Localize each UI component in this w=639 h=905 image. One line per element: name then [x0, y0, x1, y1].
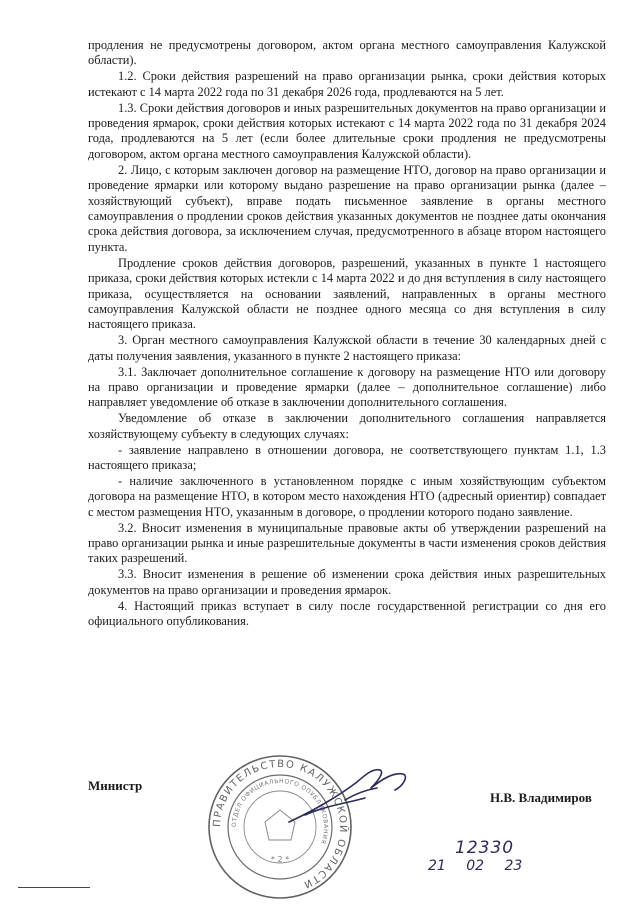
signatory-name: Н.В. Владимиров — [490, 790, 592, 805]
paragraph: 1.2. Сроки действия разрешений на право организации рынка, сроки действия которых истекают с 14 марта 2022 года по 31 декабря 2026 года, продлеваются на 5 лет. — [88, 69, 606, 99]
svg-text:* 2 *: * 2 * — [270, 855, 290, 864]
paragraph: Уведомление об отказе в заключении дополнительного соглашения направляется хозяйствующему субъекту в следующих случаях: — [88, 411, 606, 441]
signatory-title: Министр — [88, 778, 143, 793]
handwritten-signature — [285, 760, 415, 830]
registration-date: 21 02 23 — [428, 858, 523, 874]
paragraph: 3.2. Вносит изменения в муниципальные правовые акты об утверждении разрешений на право организации рынка и иные разрешительные документы в части изменения сроков действия таких разрешений. — [88, 520, 606, 566]
document-body — [88, 38, 606, 630]
paragraph: 3.1. Заключает дополнительное соглашение к договору на размещение НТО или договору на право организации и проведение ярмарки (далее – дополнительное соглашение) либо направляет уведомление об отказе в заключении дополнительного соглашения. — [88, 364, 606, 410]
paragraph: 1.3. Сроки действия договоров и иных разрешительных документов на право организации и проведения ярмарок, сроки действия которых истекают с 14 марта 2022 года по 31 декабря 2024 года, продлеваются на 5 лет (если более длительные сроки продления не предусмотрены договором, актом органа местного самоуправления Калужской области). — [88, 100, 606, 161]
paragraph: 3.3. Вносит изменения в решение об изменении срока действия иных разрешительных документов на право организации и проведения ярмарок. — [88, 567, 606, 597]
paragraph: 3. Орган местного самоуправления Калужской области в течение 30 календарных дней с даты получения заявления, указанного в пункте 2 настоящего приказа: — [88, 333, 606, 363]
svg-text:ОТДЕЛ ОФИЦИАЛЬНОГО ОПУБЛИКОВАН: ОТДЕЛ ОФИЦИАЛЬНОГО ОПУБЛИКОВАНИЯ — [230, 777, 330, 846]
paragraph: 2. Лицо, с которым заключен договор на размещение НТО, договор на право организации и проведение ярмарки или которому выдано разрешение на право организации рынка (далее – хозяйствующий субъект), вправе подать письменное заявление в органы местного самоуправления о продлении сроков действия указанных документов не позднее даты окончания срока действия договора, за исключением случая, предусмотренного в абзаце втором настоящего пункта. — [88, 162, 606, 254]
paragraph: 4. Настоящий приказ вступает в силу после государственной регистрации со дня его официального опубликования. — [88, 598, 606, 629]
paragraph: - наличие заключенного в установленном порядке с иным хозяйствующим субъектом договора на размещение НТО, в котором место нахождения НТО (адресный ориентир) совпадает с местом размещения НТО, указанным в договоре, о продлении которого подано заявление. — [88, 473, 606, 519]
bottom-divider — [18, 887, 90, 888]
paragraph: - заявление направлено в отношении договора, не соответствующего пунктам 1.1, 1.3 настоящего приказа; — [88, 442, 606, 472]
svg-text:ПРАВИТЕЛЬСТВО КАЛУЖСКОЙ ОБЛАСТ: ПРАВИТЕЛЬСТВО КАЛУЖСКОЙ ОБЛАСТИ — [211, 758, 349, 891]
paragraph: продления не предусмотрены договором, актом органа местного самоуправления Калужской области). — [88, 38, 606, 68]
paragraph: Продление сроков действия договоров, разрешений, указанных в пункте 1 настоящего приказа, сроки действия которых истекли с 14 марта 2022 и до дня вступления в силу настоящего приказа, осуществляется на основании заявлений, направленных в органы местного самоуправления Калужской области не позднее одного месяца со дня вступления в силу настоящего приказа. — [88, 255, 606, 332]
registration-number: 12330 — [455, 838, 515, 858]
